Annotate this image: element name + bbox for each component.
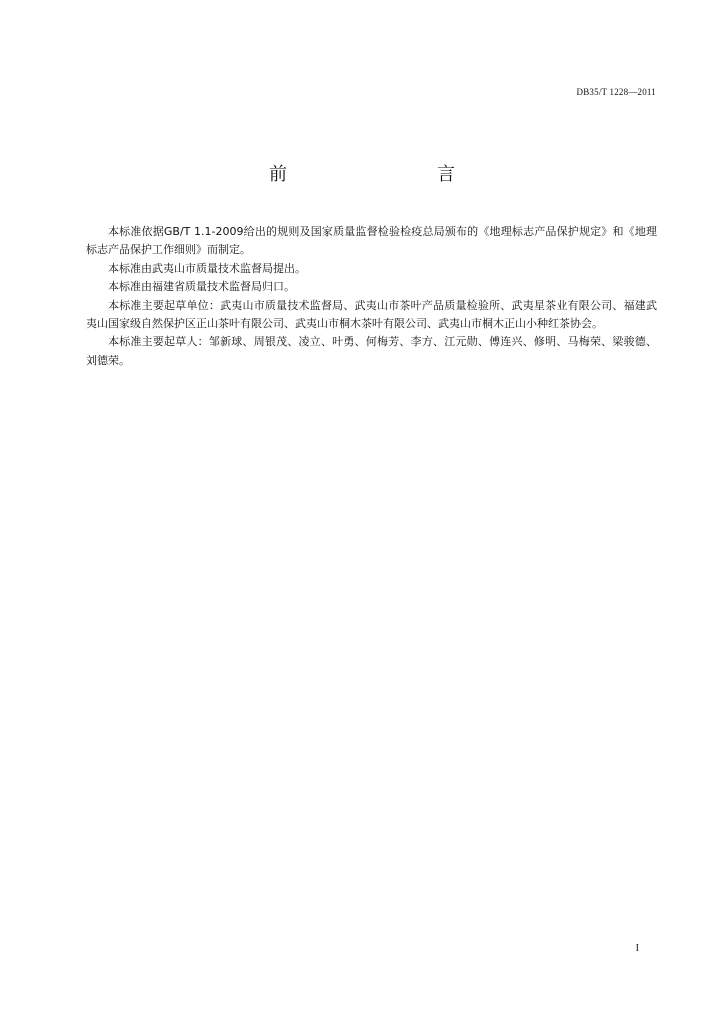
- page-number: I: [635, 943, 639, 954]
- paragraph-drafters: 本标准主要起草人：邹新球、周银茂、凌立、叶勇、何梅芳、李方、江元勋、傅连兴、修明、马梅荣、梁骏德、刘德荣。: [86, 335, 657, 367]
- paragraph-proposed-by: 本标准由武夷山市质量技术监督局提出。: [108, 261, 306, 275]
- paragraph-basis: 本标准依据GB/T 1.1-2009给出的规则及国家质量监督检验检疫总局颁布的《地理标志产品保护规定》和《地理标志产品保护工作细则》而制定。: [86, 225, 657, 257]
- document-code: DB35/T 1228—2011: [576, 87, 656, 97]
- paragraph-centralized-by: 本标准由福建省质量技术监督局归口。: [108, 280, 295, 294]
- foreword-body: [86, 223, 657, 370]
- paragraph-drafting-units: 本标准主要起草单位：武夷山市质量技术监督局、武夷山市茶叶产品质量检验所、武夷星茶业有限公司、福建武夷山国家级自然保护区正山茶叶有限公司、武夷山市桐木茶叶有限公司、武夷山市桐木正山小种红茶协会。: [86, 298, 657, 331]
- page-title: 前 言: [269, 164, 493, 185]
